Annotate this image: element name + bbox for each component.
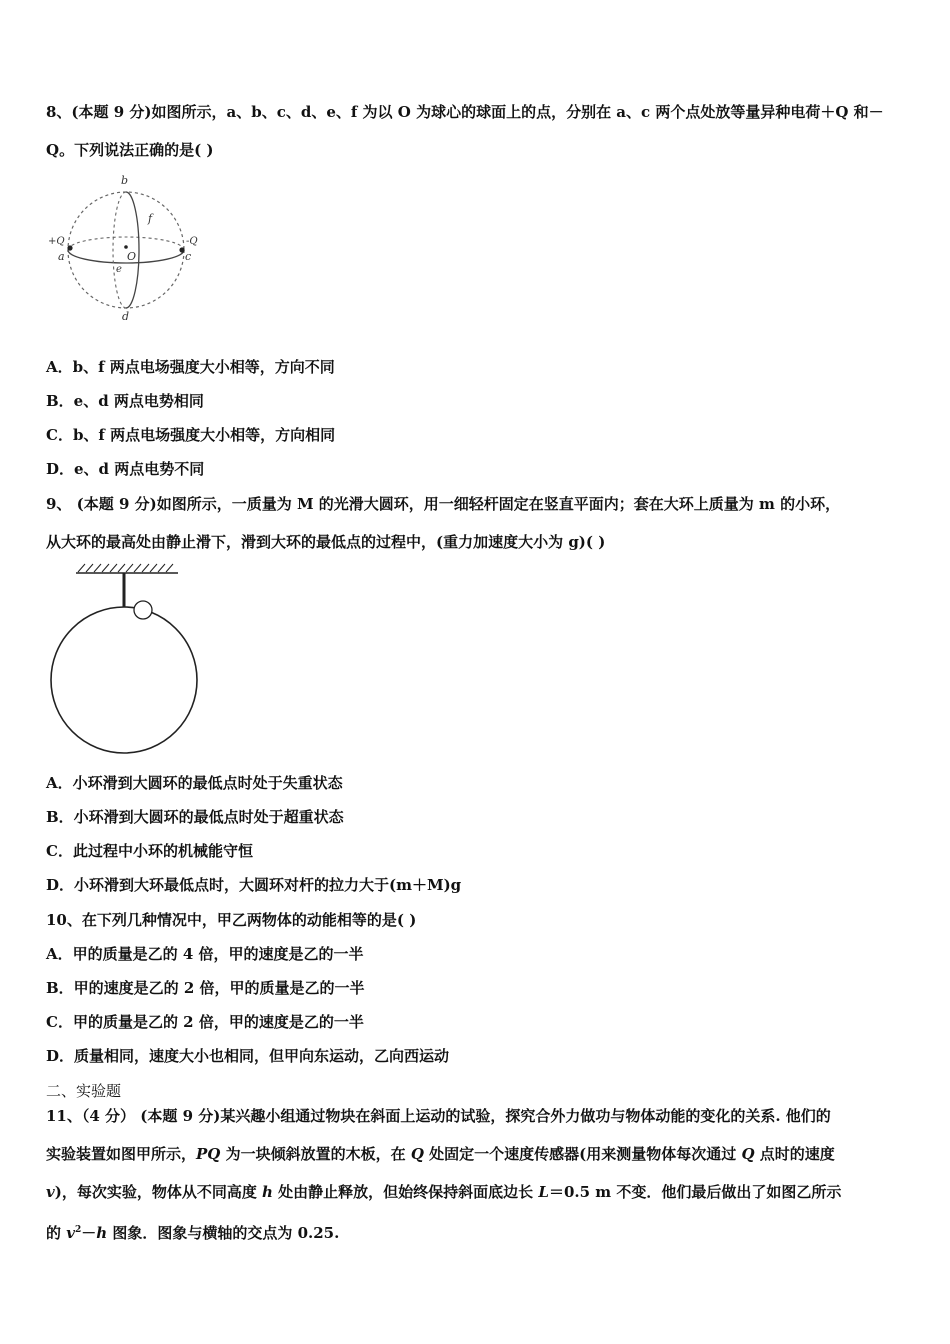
q8-option-a: A．b、f 两点电场强度大小相等，方向不同 <box>46 358 335 376</box>
q10-option-d: D．质量相同，速度大小也相同，但甲向东运动，乙向西运动 <box>46 1047 450 1065</box>
q8-stem-line2: Q。下列说法正确的是( ) <box>46 141 214 159</box>
label-c: c <box>185 250 192 263</box>
point-O <box>124 245 128 249</box>
q9-option-d: D．小环滑到大环最低点时，大圆环对杆的拉力大于(m＋M)g <box>46 876 462 894</box>
label-f: f <box>148 212 153 225</box>
q11-line2: 实验装置如图甲所示，PQ 为一块倾斜放置的木板，在 Q 处固定一个速度传感器(用来测量物体每次通过 Q 点时的速度 <box>46 1145 835 1163</box>
label-d: d <box>122 310 130 322</box>
q8-option-d: D．e、d 两点电势不同 <box>46 460 205 478</box>
q11-line1: 11、（4 分） (本题 9 分)某兴趣小组通过物块在斜面上运动的试验，探究合外力做功与物体动能的变化的关系. 他们的 <box>46 1107 831 1125</box>
label-b: b <box>121 174 129 187</box>
meridian-back <box>113 192 126 308</box>
q10-option-a: A．甲的质量是乙的 4 倍，甲的速度是乙的一半 <box>46 945 364 963</box>
point-c <box>179 247 184 252</box>
ceiling-hatch <box>78 564 173 572</box>
q10-option-b: B．甲的速度是乙的 2 倍，甲的质量是乙的一半 <box>46 979 365 997</box>
large-ring <box>51 607 197 753</box>
q9-stem-line2: 从大环的最高处由静止滑下，滑到大环的最低点的过程中，(重力加速度大小为 g)( ) <box>46 533 606 551</box>
q8-option-b: B．e、d 两点电势相同 <box>46 392 204 410</box>
q9-ring-figure <box>46 562 206 758</box>
sphere-outline <box>68 192 184 308</box>
q11-line4: 的 $v^2-h$ 图象．图象与横轴的交点为 0.25. <box>46 1224 340 1242</box>
q9-stem-line1: 9、 (本题 9 分)如图所示，一质量为 M 的光滑大圆环，用一细轻杆固定在竖直平面内；套在大环上质量为 m 的小环， <box>46 495 841 513</box>
q9-option-b: B．小环滑到大圆环的最低点时处于超重状态 <box>46 808 344 826</box>
q10-option-c: C．甲的质量是乙的 2 倍，甲的速度是乙的一半 <box>46 1013 364 1031</box>
label-e: e <box>116 264 122 275</box>
equator-front <box>68 250 184 263</box>
label-O: O <box>127 250 137 263</box>
label-a: a <box>58 250 65 263</box>
label-neg-charge: -Q <box>186 236 198 247</box>
section-heading: 二、实验题 <box>46 1082 122 1100</box>
q8-option-c: C．b、f 两点电场强度大小相等，方向相同 <box>46 426 336 444</box>
q11-line3: v)，每次实验，物体从不同高度 h 处由静止释放，但始终保持斜面底边长 L＝0.5 m 不变．他们最后做出了如图乙所示 <box>46 1183 842 1201</box>
q9-option-a: A．小环滑到大圆环的最低点时处于失重状态 <box>46 774 343 792</box>
q9-option-c: C．此过程中小环的机械能守恒 <box>46 842 253 860</box>
point-a <box>67 245 72 250</box>
q8-stem-line1: 8、(本题 9 分)如图所示，a、b、c、d、e、f 为以 O 为球心的球面上的点，分别在 a、c 两个点处放等量异种电荷＋Q 和－ <box>46 103 884 121</box>
label-pos-charge: +Q <box>48 236 65 247</box>
q10-stem: 10、在下列几种情况中，甲乙两物体的动能相等的是( ) <box>46 911 417 929</box>
q8-sphere-figure <box>46 170 208 322</box>
small-ring <box>134 601 152 619</box>
